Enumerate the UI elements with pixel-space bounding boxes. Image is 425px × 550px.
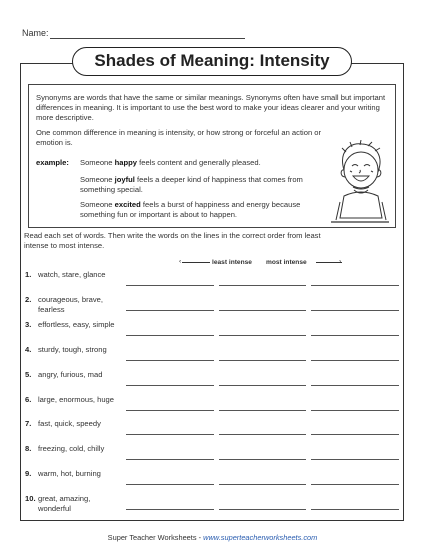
example-happy-post: feels content and generally pleased.: [137, 158, 261, 167]
answer-line-2[interactable]: [219, 360, 306, 361]
item-words: sturdy, tough, strong: [38, 344, 107, 354]
answer-line-3[interactable]: [311, 360, 399, 361]
item-number: 10.: [25, 494, 36, 504]
item-number: 8.: [25, 444, 32, 454]
answer-line-3[interactable]: [311, 410, 399, 411]
answer-line-1[interactable]: [126, 285, 214, 286]
item-number: 3.: [25, 319, 32, 329]
item-words: freezing, cold, chilly: [38, 444, 105, 454]
answer-line-1[interactable]: [126, 360, 214, 361]
word-joyful: joyful: [114, 175, 135, 184]
footer-text: Super Teacher Worksheets -: [107, 533, 204, 542]
item-words: fast, quick, speedy: [38, 419, 101, 429]
answer-line-2[interactable]: [219, 459, 306, 460]
answer-line-2[interactable]: [219, 285, 306, 286]
item-number: 6.: [25, 394, 32, 404]
answer-line-1[interactable]: [126, 410, 214, 411]
example-excited-post: feels a burst of happiness and energy because something fun or important is about to happen.: [80, 200, 301, 219]
answer-line-2[interactable]: [219, 335, 306, 336]
name-label: Name:: [22, 28, 49, 38]
example-happy-pre: Someone: [80, 158, 115, 167]
answer-line-2[interactable]: [219, 385, 306, 386]
footer: [0, 533, 425, 542]
example-joyful-post: feels a deeper kind of happiness that comes from something special.: [80, 175, 303, 194]
item-words: watch, stare, glance: [38, 270, 106, 279]
most-intense-label: most intense: [266, 259, 307, 266]
item-words: courageous, brave, fearless: [38, 294, 104, 314]
example-excited: [80, 200, 325, 220]
answer-line-1[interactable]: [126, 434, 214, 435]
left-arrowhead-icon: ‹: [179, 258, 182, 265]
item-number: 7.: [25, 419, 32, 429]
answer-line-2[interactable]: [219, 310, 306, 311]
answer-line-3[interactable]: [311, 459, 399, 460]
answer-line-2[interactable]: [219, 509, 306, 510]
least-intense-label: least intense: [212, 259, 252, 266]
example-joyful: [80, 175, 325, 195]
answer-line-1[interactable]: [126, 335, 214, 336]
item-number: 9.: [25, 469, 32, 479]
instructions: Read each set of words. Then write the words on the lines in the correct order from least intense to most intense.: [24, 231, 321, 250]
answer-line-2[interactable]: [219, 434, 306, 435]
answer-line-3[interactable]: [311, 385, 399, 386]
page-title: Shades of Meaning: Intensity: [72, 47, 352, 76]
answer-line-3[interactable]: [311, 310, 399, 311]
item-number: 5.: [25, 369, 32, 379]
intro-paragraph-1: Synonyms are words that have the same or similar meanings. Synonyms often have small but important differences in meaning. It is important to use the best word to make your ideas clearer and your writing more descriptive.: [36, 93, 386, 122]
item-words: angry, furious, mad: [38, 369, 103, 379]
item-words: great, amazing, wonderful: [38, 494, 91, 514]
item-number: 2.: [25, 294, 32, 304]
answer-line-1[interactable]: [126, 310, 214, 311]
item-words: large, enormous, huge: [38, 394, 114, 404]
item-number: 1.: [25, 270, 32, 279]
answer-line-3[interactable]: [311, 285, 399, 286]
answer-line-1[interactable]: [126, 459, 214, 460]
answer-line-2[interactable]: [219, 410, 306, 411]
answer-line-2[interactable]: [219, 484, 306, 485]
name-field[interactable]: [50, 38, 245, 39]
answer-line-3[interactable]: [311, 335, 399, 336]
example-joyful-pre: Someone: [80, 175, 115, 184]
least-arrow-line: [182, 262, 210, 263]
example-excited-pre: Someone: [80, 200, 115, 209]
answer-line-1[interactable]: [126, 385, 214, 386]
example-happy: [80, 158, 325, 168]
answer-line-3[interactable]: [311, 509, 399, 510]
word-excited: excited: [114, 200, 141, 209]
footer-link[interactable]: www.superteacherworksheets.com: [203, 533, 318, 542]
item-words: effortless, easy, simple: [38, 319, 115, 329]
answer-line-1[interactable]: [126, 484, 214, 485]
happy-kid-illustration: [330, 140, 390, 226]
intro-paragraph-2: One common difference in meaning is intensity, or how strong or forceful an action or emotion is.: [36, 128, 322, 147]
example-label: example:: [36, 158, 69, 167]
item-number: 4.: [25, 344, 32, 354]
item-words: warm, hot, burning: [38, 469, 101, 479]
right-arrowhead-icon: ›: [339, 258, 342, 265]
answer-line-3[interactable]: [311, 484, 399, 485]
answer-line-3[interactable]: [311, 434, 399, 435]
word-happy: happy: [114, 158, 137, 167]
answer-line-1[interactable]: [126, 509, 214, 510]
